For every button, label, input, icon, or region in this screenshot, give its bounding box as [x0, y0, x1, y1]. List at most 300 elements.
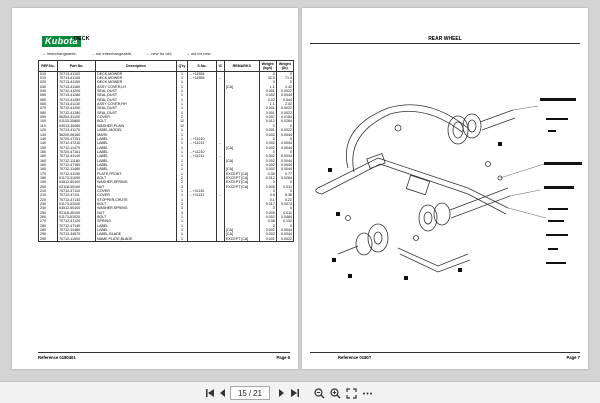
table-cell: 0.002 [259, 215, 276, 219]
table-cell: 110 [39, 124, 58, 128]
table-cell: SEAL,DUST [96, 89, 177, 93]
table-cell: 1 [176, 111, 187, 115]
table-cell [188, 237, 217, 242]
zoom-out-button[interactable] [312, 386, 326, 400]
table-cell: 1 [176, 198, 187, 202]
table-cell: 0.02 [259, 98, 276, 102]
chevron-left-icon [218, 388, 228, 398]
more-options-button[interactable] [360, 386, 374, 400]
table-cell: 220 [39, 198, 58, 202]
table-cell: 0.0022 [276, 237, 293, 242]
table-cell: 0.001 [259, 89, 276, 93]
table-cell: 70712-47130 [58, 198, 96, 202]
table-cell: EXCEPT [CA] [224, 185, 259, 189]
table-cell: DECK,MOWER [96, 80, 177, 84]
table-cell: 020 [39, 80, 58, 84]
table-cell: BOLT [96, 202, 177, 206]
table-cell: 1 [176, 167, 187, 171]
table-cell: 70712-47120 [58, 219, 96, 223]
table-cell: 0.0044 [276, 154, 293, 158]
table-cell: 050 [39, 93, 58, 97]
table-cell: 160 [39, 159, 58, 163]
table-cell: 290 [39, 237, 58, 242]
table-cell: 70720-47151 [58, 137, 96, 141]
table-cell: COVER [96, 189, 177, 193]
table-cell: 130 [39, 133, 58, 137]
table-cell: 0.001 [259, 128, 276, 132]
table-cell: 200 [39, 185, 58, 189]
page-title: DECK [74, 36, 90, 42]
table-cell: 0 [259, 150, 276, 154]
table-cell: 1 [176, 193, 187, 197]
table-cell: LABEL [96, 228, 177, 232]
table-cell: 70712-11480 [58, 167, 96, 171]
table-cell: 100 [39, 119, 58, 123]
previous-page-button[interactable] [216, 386, 230, 400]
table-cell: 1 [176, 93, 187, 97]
table-cell: 1 [176, 224, 187, 228]
table-cell: 0 [276, 180, 293, 184]
table-cell: 12 [176, 119, 187, 123]
table-cell: 0.0044 [276, 93, 293, 97]
table-cell: 1 [176, 85, 187, 89]
table-cell: 1 [176, 106, 187, 110]
table-cell: 1 [176, 71, 187, 76]
table-cell: 0.002 [259, 232, 276, 236]
footer-divider [310, 352, 580, 353]
zoom-in-icon [330, 388, 341, 399]
table-cell: 0.0044 [276, 167, 293, 171]
table-cell: 1 [176, 98, 187, 102]
table-cell: 0.005 [259, 211, 276, 215]
table-cell: 010 [39, 76, 58, 80]
table-cell: ←+11555 [188, 76, 217, 80]
table-cell: 1 [176, 172, 187, 176]
table-header-row [39, 61, 294, 72]
table-cell: 060 [39, 98, 58, 102]
table-cell: 70712-47160 [58, 163, 96, 167]
table-cell: 1 [176, 102, 187, 106]
table-cell: 3 [176, 211, 187, 215]
table-cell: 1 [176, 215, 187, 219]
table-cell: LABEL,BLADE [96, 232, 177, 236]
table-cell: SEAL,DUST [96, 111, 177, 115]
table-cell: 0 [259, 80, 276, 84]
table-cell: 1 [176, 146, 187, 150]
table-cell: 0 [276, 124, 293, 128]
table-cell: 8.36 [276, 193, 293, 197]
table-cell: LABEL [96, 163, 177, 167]
table-cell: ← [216, 154, 224, 158]
table-cell: 1.1 [259, 102, 276, 106]
parts-table-body [39, 71, 294, 241]
table-cell: 01173-31090 [58, 176, 96, 180]
table-cell: SEAL,DUST [96, 98, 177, 102]
table-cell: ← [216, 141, 224, 145]
column-header: Part No. [58, 61, 96, 72]
table-cell: 36200-06160 [58, 133, 96, 137]
page-left [12, 8, 298, 369]
table-cell: COVER [96, 193, 177, 197]
parts-table [38, 60, 294, 242]
table-cell: 0.002 [259, 141, 276, 145]
table-cell: 140 [39, 141, 58, 145]
zoom-in-button[interactable] [328, 386, 342, 400]
table-cell: 010 [39, 71, 58, 76]
table-cell: 2 [176, 115, 187, 119]
column-header: Q'ty [176, 61, 187, 72]
table-cell: 030 [39, 85, 58, 89]
legend-item: ↔ interchangeable; [42, 51, 77, 56]
table-cell: 0 [259, 124, 276, 128]
table-cell: 250 [39, 211, 58, 215]
table-cell: 70712-47140 [58, 224, 96, 228]
table-cell: 0.005 [259, 185, 276, 189]
table-cell: 1 [176, 232, 187, 236]
first-page-icon [205, 388, 215, 398]
table-cell: 1 [176, 80, 187, 84]
table-cell: 0 [259, 180, 276, 184]
table-cell: 02118-30100 [58, 211, 96, 215]
table-cell: 0.132 [276, 219, 293, 223]
table-cell: 0.012 [259, 176, 276, 180]
table-cell: NAME PLATE,BLADE [96, 237, 177, 242]
table-cell: 0.012 [259, 119, 276, 123]
table-cell: 0.0264 [276, 119, 293, 123]
table-cell: 0.002 [259, 93, 276, 97]
table-cell: 70713-41280 [58, 93, 96, 97]
table-cell: 1 [176, 137, 187, 141]
table-cell: 0.002 [259, 163, 276, 167]
table-cell: ←+11210 [188, 150, 217, 154]
table-cell: 0.002 [259, 133, 276, 137]
table-cell: 0.002 [259, 154, 276, 158]
table-cell: 0 [259, 189, 276, 193]
table-cell: 0.77 [276, 172, 293, 176]
table-cell: 12 [176, 124, 187, 128]
table-cell: 32.5 [259, 76, 276, 80]
table-cell: 3.8 [259, 193, 276, 197]
legend-item: → old for new [185, 51, 211, 56]
table-cell: 70712-11180 [58, 159, 96, 163]
table-cell: 160 [39, 154, 58, 158]
table-cell: 0.35 [259, 172, 276, 176]
table-cell: 0 [276, 206, 293, 210]
table-cell: ← [216, 76, 224, 80]
footer-reference: Reference 0180? [338, 355, 372, 360]
viewer-toolbar [0, 381, 600, 403]
table-cell: [CA] [224, 146, 259, 150]
table-cell: NUT [96, 185, 177, 189]
table-cell: 0.0374 [276, 202, 293, 206]
table-cell: 0.06 [259, 219, 276, 223]
table-cell: 1 [176, 133, 187, 137]
first-page-button[interactable] [203, 386, 217, 400]
footer-divider [38, 352, 290, 353]
legend-item: → not interchangeable; [90, 51, 133, 56]
exploded-parts-diagram [308, 68, 584, 298]
table-cell: 70712-41280 [58, 111, 96, 115]
page-right [302, 8, 588, 369]
table-cell: [CA] [224, 228, 259, 232]
table-cell: 0.0022 [276, 89, 293, 93]
table-cell: PLATE,FRONT [96, 172, 177, 176]
table-cell: 70712-11500 [58, 237, 96, 242]
table-cell: 02118-30100 [58, 185, 96, 189]
table-cell: 0.002 [259, 146, 276, 150]
table-cell: 2.42 [276, 85, 293, 89]
table-cell: LABEL [96, 154, 177, 158]
legend [42, 51, 211, 56]
column-header: Weight (kg/t) [259, 61, 276, 72]
table-cell: [CA] [224, 232, 259, 236]
table-cell: 0.0044 [276, 141, 293, 145]
column-header: S.No. [188, 61, 217, 72]
table-cell: 1 [176, 237, 187, 242]
table-cell: 140 [39, 137, 58, 141]
table-cell: 270 [39, 219, 58, 223]
table-cell: 0 [276, 150, 293, 154]
table-cell: 70713-41160 [58, 85, 96, 89]
table-cell: 70712-47110 [58, 189, 96, 193]
table-cell: 2.42 [276, 102, 293, 106]
table-cell: 04512-50100 [58, 180, 96, 184]
table-cell: ASSY COVER,LH [96, 85, 177, 89]
table-cell: WASHER,PLAIN [96, 124, 177, 128]
table-cell: 70713-41102 [58, 71, 96, 76]
table-cell: 170 [39, 172, 58, 176]
table-cell: 0.0022 [276, 111, 293, 115]
table-cell: 0.1 [259, 198, 276, 202]
table-cell: ←+11554 [188, 71, 217, 76]
table-cell: 70712-47210 [58, 141, 96, 145]
table-cell: [CA] [224, 167, 259, 171]
column-header: REMARKS [224, 61, 259, 72]
table-cell: 70713-34570 [58, 232, 96, 236]
table-cell: 3 [176, 185, 187, 189]
table-cell: 1 [176, 128, 187, 132]
table-cell: 0 [259, 224, 276, 228]
total-pages: 21 [253, 388, 263, 398]
table-cell: 260 [39, 215, 58, 219]
column-header: Description [96, 61, 177, 72]
table-cell: 3 [176, 202, 187, 206]
table-cell: LABEL [96, 159, 177, 163]
table-cell: 080 [39, 111, 58, 115]
table-cell: 0.001 [259, 237, 276, 242]
table-cell: 1 [176, 163, 187, 167]
table-cell: 0.0044 [276, 163, 293, 167]
table-cell: 0 [276, 189, 293, 193]
table-cell: 060 [39, 102, 58, 106]
fullscreen-icon [346, 388, 357, 399]
table-cell: WASHER,SPRING [96, 206, 177, 210]
table-cell: 290 [39, 232, 58, 236]
table-cell: COVER [96, 115, 177, 119]
table-cell: 1 [176, 76, 187, 80]
table-cell: EXCEPT [CA] [224, 172, 259, 176]
table-cell: 1 [176, 150, 187, 154]
table-cell: STOPPER,CHUTE [96, 198, 177, 202]
table-cell: 1 [176, 154, 187, 158]
table-cell: 0.0022 [276, 106, 293, 110]
table-cell: [CA] [224, 85, 259, 89]
table-cell: BOLT [96, 215, 177, 219]
table-cell: 0.002 [259, 159, 276, 163]
table-cell: MARK [96, 133, 177, 137]
table-cell: EXCEPT [CA] [224, 176, 259, 180]
page-number-input[interactable] [230, 386, 270, 400]
more-icon [362, 388, 373, 399]
legend-item: ← new for old; [146, 51, 172, 56]
table-cell: 0.011 [276, 211, 293, 215]
column-header: Weight (lb) [276, 61, 293, 72]
table-cell: ASSY COVER,RH [96, 102, 177, 106]
table-cell: 0.0022 [276, 128, 293, 132]
table-cell: 0.001 [259, 111, 276, 115]
last-page-button[interactable] [288, 386, 302, 400]
table-cell: 090 [39, 115, 58, 119]
table-cell: 0.0044 [276, 133, 293, 137]
table-cell: 0.0044 [276, 146, 293, 150]
table-cell: 0.0044 [276, 232, 293, 236]
brand-logo: Kubota [42, 36, 81, 47]
next-page-button[interactable] [274, 386, 288, 400]
table-cell: 160 [39, 150, 58, 154]
table-cell: 70713-41150 [58, 80, 96, 84]
table-cell: 06204-31100 [58, 115, 96, 119]
footer-page-number: Page 6 [276, 355, 290, 360]
table-cell: 0.0044 [276, 228, 293, 232]
table-cell: 160 [39, 163, 58, 167]
table-cell: 71.5 [276, 76, 293, 80]
table-cell: 0.0484 [276, 215, 293, 219]
table-row [39, 237, 294, 242]
current-page: 15 [237, 388, 247, 398]
table-cell: 0.22 [276, 198, 293, 202]
table-cell: ←+11130 [188, 189, 217, 193]
table-cell: 0 [259, 206, 276, 210]
table-cell: LABEL [96, 137, 177, 141]
table-cell: 2 [176, 180, 187, 184]
table-cell: 180 [39, 176, 58, 180]
table-cell: 070 [39, 106, 58, 110]
column-header: REF.No. [39, 61, 58, 72]
table-cell: 0.002 [259, 167, 276, 171]
table-cell: EXCEPT [CA] [224, 237, 259, 242]
table-cell: 04512-50100 [58, 206, 96, 210]
zoom-out-icon [314, 388, 325, 399]
table-cell: 70712-41280 [58, 98, 96, 102]
table-cell: 70712-41140 [58, 154, 96, 158]
table-cell: 230 [39, 202, 58, 206]
column-header: IC [216, 61, 224, 72]
table-cell: BOLT [96, 176, 177, 180]
table-cell: SEAL,DUST [96, 93, 177, 97]
table-cell: 0.0044 [276, 159, 293, 163]
table-cell: 0 [259, 71, 276, 76]
table-cell: 1 [176, 159, 187, 163]
table-cell: EXCEPT [CA] [224, 180, 259, 184]
table-cell: 280 [39, 228, 58, 232]
table-cell: 70713-41105 [58, 76, 96, 80]
table-cell: 70713-41130 [58, 102, 96, 106]
table-cell: 0 [259, 137, 276, 141]
footer-page-number: Page 7 [566, 355, 580, 360]
table-cell: 0.001 [259, 106, 276, 110]
table-cell: [CA] [224, 159, 259, 163]
table-cell: 04013-30080 [58, 124, 96, 128]
table-cell: 0.002 [259, 228, 276, 232]
table-cell: 280 [39, 224, 58, 228]
table-cell: 70712-11470 [58, 146, 96, 150]
chevron-right-icon [276, 388, 286, 398]
fullscreen-button[interactable] [344, 386, 358, 400]
table-cell: 1.1 [259, 85, 276, 89]
table-cell: DECK,MOWER [96, 71, 177, 76]
table-cell: LABEL [96, 150, 177, 154]
table-cell: 240 [39, 206, 58, 210]
table-cell: DECK,MOWER [96, 76, 177, 80]
table-cell: NUT [96, 211, 177, 215]
table-cell: 70712-11480 [58, 228, 96, 232]
title-divider [310, 43, 580, 44]
table-cell: 0.0154 [276, 115, 293, 119]
table-cell: 210 [39, 189, 58, 193]
table-cell: 1 [176, 141, 187, 145]
table-cell: 210 [39, 193, 58, 197]
page-separator: / [248, 388, 252, 398]
table-cell: 0 [276, 71, 293, 76]
table-cell: 1 [176, 219, 187, 223]
table-cell: 70720-47161 [58, 150, 96, 154]
table-cell: LABEL,MODEL [96, 128, 177, 132]
table-cell: LABEL [96, 146, 177, 150]
table-cell: 160 [39, 167, 58, 171]
table-cell: ←+11211 [188, 154, 217, 158]
table-cell: BOLT [96, 119, 177, 123]
table-cell: 3 [176, 206, 187, 210]
table-cell: 0.017 [259, 202, 276, 206]
table-cell: 0.011 [276, 185, 293, 189]
table-cell: SPRING [96, 219, 177, 223]
table-cell: 0 [276, 80, 293, 84]
table-cell: 0.0264 [276, 176, 293, 180]
table-cell: LABEL [96, 224, 177, 228]
table-cell: LABEL [96, 141, 177, 145]
table-cell: 1 [176, 228, 187, 232]
table-cell: LABEL [96, 167, 177, 171]
table-cell: 70712-41190 [58, 172, 96, 176]
table-cell: 70713-41170 [58, 128, 96, 132]
table-cell: ←+11211 [188, 141, 217, 145]
table-cell: 70712-41200 [58, 89, 96, 93]
table-cell: 01133-30800 [58, 119, 96, 123]
table-cell [216, 237, 224, 242]
table-cell: 1 [176, 89, 187, 93]
table-cell: 040 [39, 89, 58, 93]
table-cell: 70712-41200 [58, 106, 96, 110]
table-cell: 120 [39, 128, 58, 132]
table-cell: 0 [276, 137, 293, 141]
table-cell: WASHER,SPRING [96, 180, 177, 184]
page-title: REAR WHEEL [428, 36, 462, 42]
table-cell: 190 [39, 180, 58, 184]
table-cell: 0 [276, 224, 293, 228]
table-cell: 0.044 [276, 98, 293, 102]
table-cell: 0.007 [259, 115, 276, 119]
table-cell: 01173-51020 [58, 215, 96, 219]
